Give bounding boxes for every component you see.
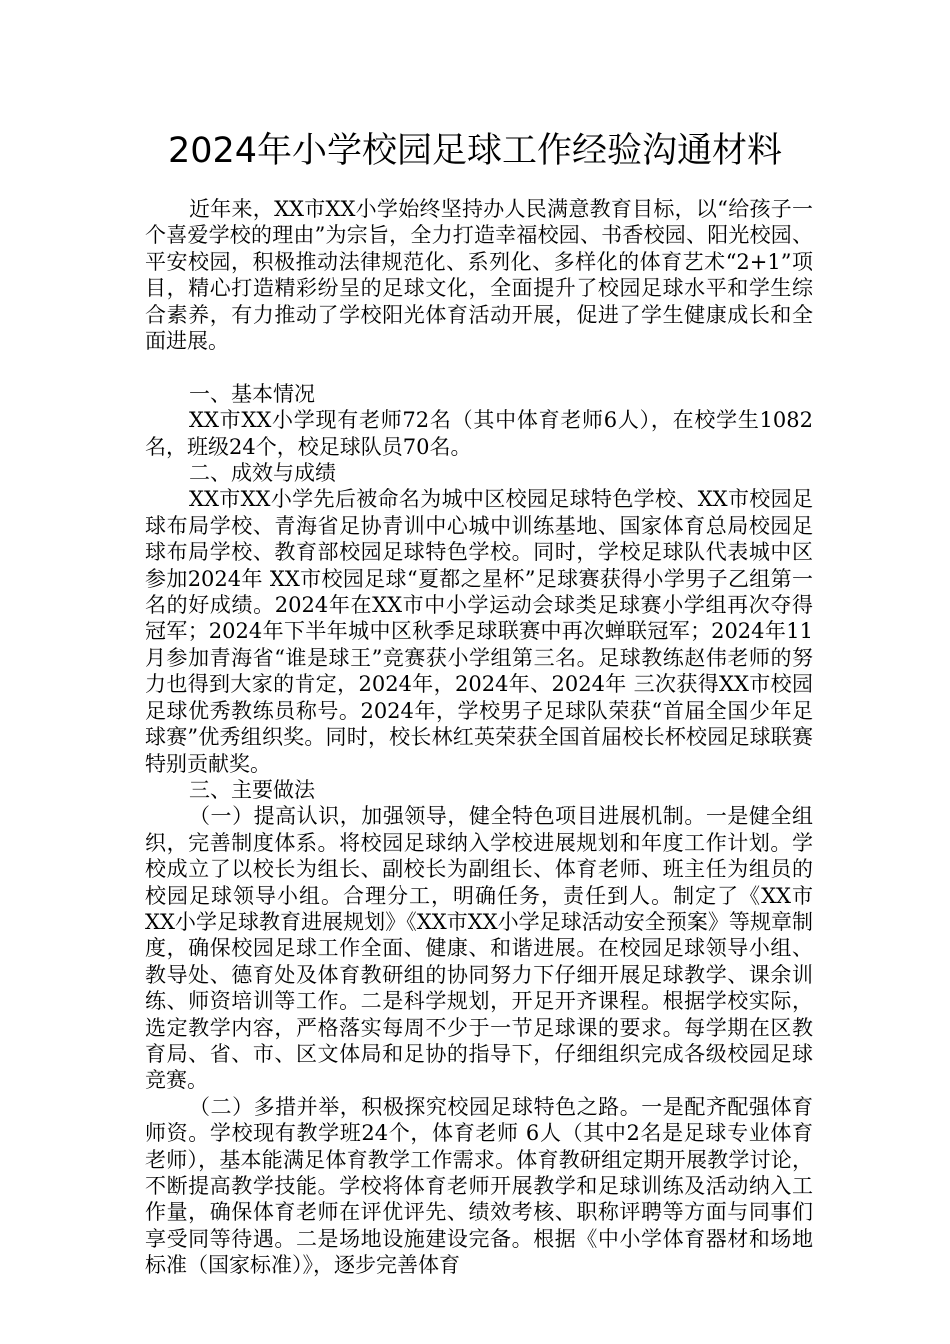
blank-line xyxy=(145,354,813,380)
section-heading-basic: 一、基本情况 xyxy=(189,381,315,406)
methods-paragraph-1: （一）提高认识，加强领导，健全特色项目进展机制。一是健全组织，完善制度体系。将校园足球纳入学校进展规划和年度工作计划。学校成立了以校长为组长、副校长为副组长、体育老师、班主任为组员的校园足球领导小组。合理分工，明确任务，责任到人。制定了《XX市XX小学足球教育进展规划》《XX市XX小学足球活动安全预案》等规章制度，确保校园足球工作全面、健康、和谐进展。在校园足球领导小组、教导处、德育处及体育教研组的协同努力下仔细开展足球教学、课余训练、师资培训等工作。二是科学规划，开足开齐课程。根据学校实际，选定教学内容，严格落实每周不少于一节足球课的要求。每学期在区教育局、省、市、区文体局和足协的指导下，仔细组织完成各级校园足球竞赛。 xyxy=(145,804,813,1093)
document-title: 2024年小学校园足球工作经验沟通材料 xyxy=(167,131,783,171)
basic-info-paragraph: XX市XX小学现有老师72名（其中体育老师6人），在校学生1082名，班级24个，校足球队员70名。 xyxy=(145,408,813,459)
intro-paragraph: 近年来，XX市XX小学始终坚持办人民满意教育目标，以“给孩子一个喜爱学校的理由”为宗旨，全力打造幸福校园、书香校园、阳光校园、平安校园，积极推动法律规范化、系列化、多样化的体育艺术“2+1”项目，精心打造精彩纷呈的足球文化，全面提升了校园足球水平和学生综合素养，有力推动了学校阳光体育活动开展，促进了学生健康成长和全面进展。 xyxy=(145,197,813,354)
document-body xyxy=(145,196,813,1279)
section-heading-results: 二、成效与成绩 xyxy=(189,461,336,486)
results-paragraph: XX市XX小学先后被命名为城中区校园足球特色学校、XX市校园足球布局学校、青海省足协青训中心城中训练基地、国家体育总局校园足球布局学校、教育部校园足球特色学校。同时，学校足球队代表城中区参加2024年 XX市校园足球“夏都之星杯”足球赛获得小学男子乙组第一名的好成绩。2024年在XX市中小学运动会球类足球赛小学组再次夺得冠军；2024年下半年城中区秋季足球联赛中再次蝉联冠军；2024年11月参加青海省“谁是球王”竞赛获小学组第三名。足球教练赵伟老师的努力也得到大家的肯定，2024年，2024年、2024年 三次获得XX市校园足球优秀教练员称号。2024年，学校男子足球队荣获“首届全国少年足球赛”优秀组织奖。同时，校长林红英荣获全国首届校长杯校园足球联赛特别贡献奖。 xyxy=(145,487,813,776)
section-heading-methods: 三、主要做法 xyxy=(189,777,315,802)
methods-paragraph-2: （二）多措并举，积极探究校园足球特色之路。一是配齐配强体育师资。学校现有教学班24个，体育老师 6人（其中2名是足球专业体育老师），基本能满足体育教学工作需求。体育教研组定期开展教学讨论，不断提高教学技能。学校将体育老师开展教学和足球训练及活动纳入工作量，确保体育老师在评优评先、绩效考核、职称评聘等方面与同事们享受同等待遇。二是场地设施建设完备。根据《中小学体育器材和场地标准（国家标准）》，逐步完善体育 xyxy=(145,1094,813,1278)
